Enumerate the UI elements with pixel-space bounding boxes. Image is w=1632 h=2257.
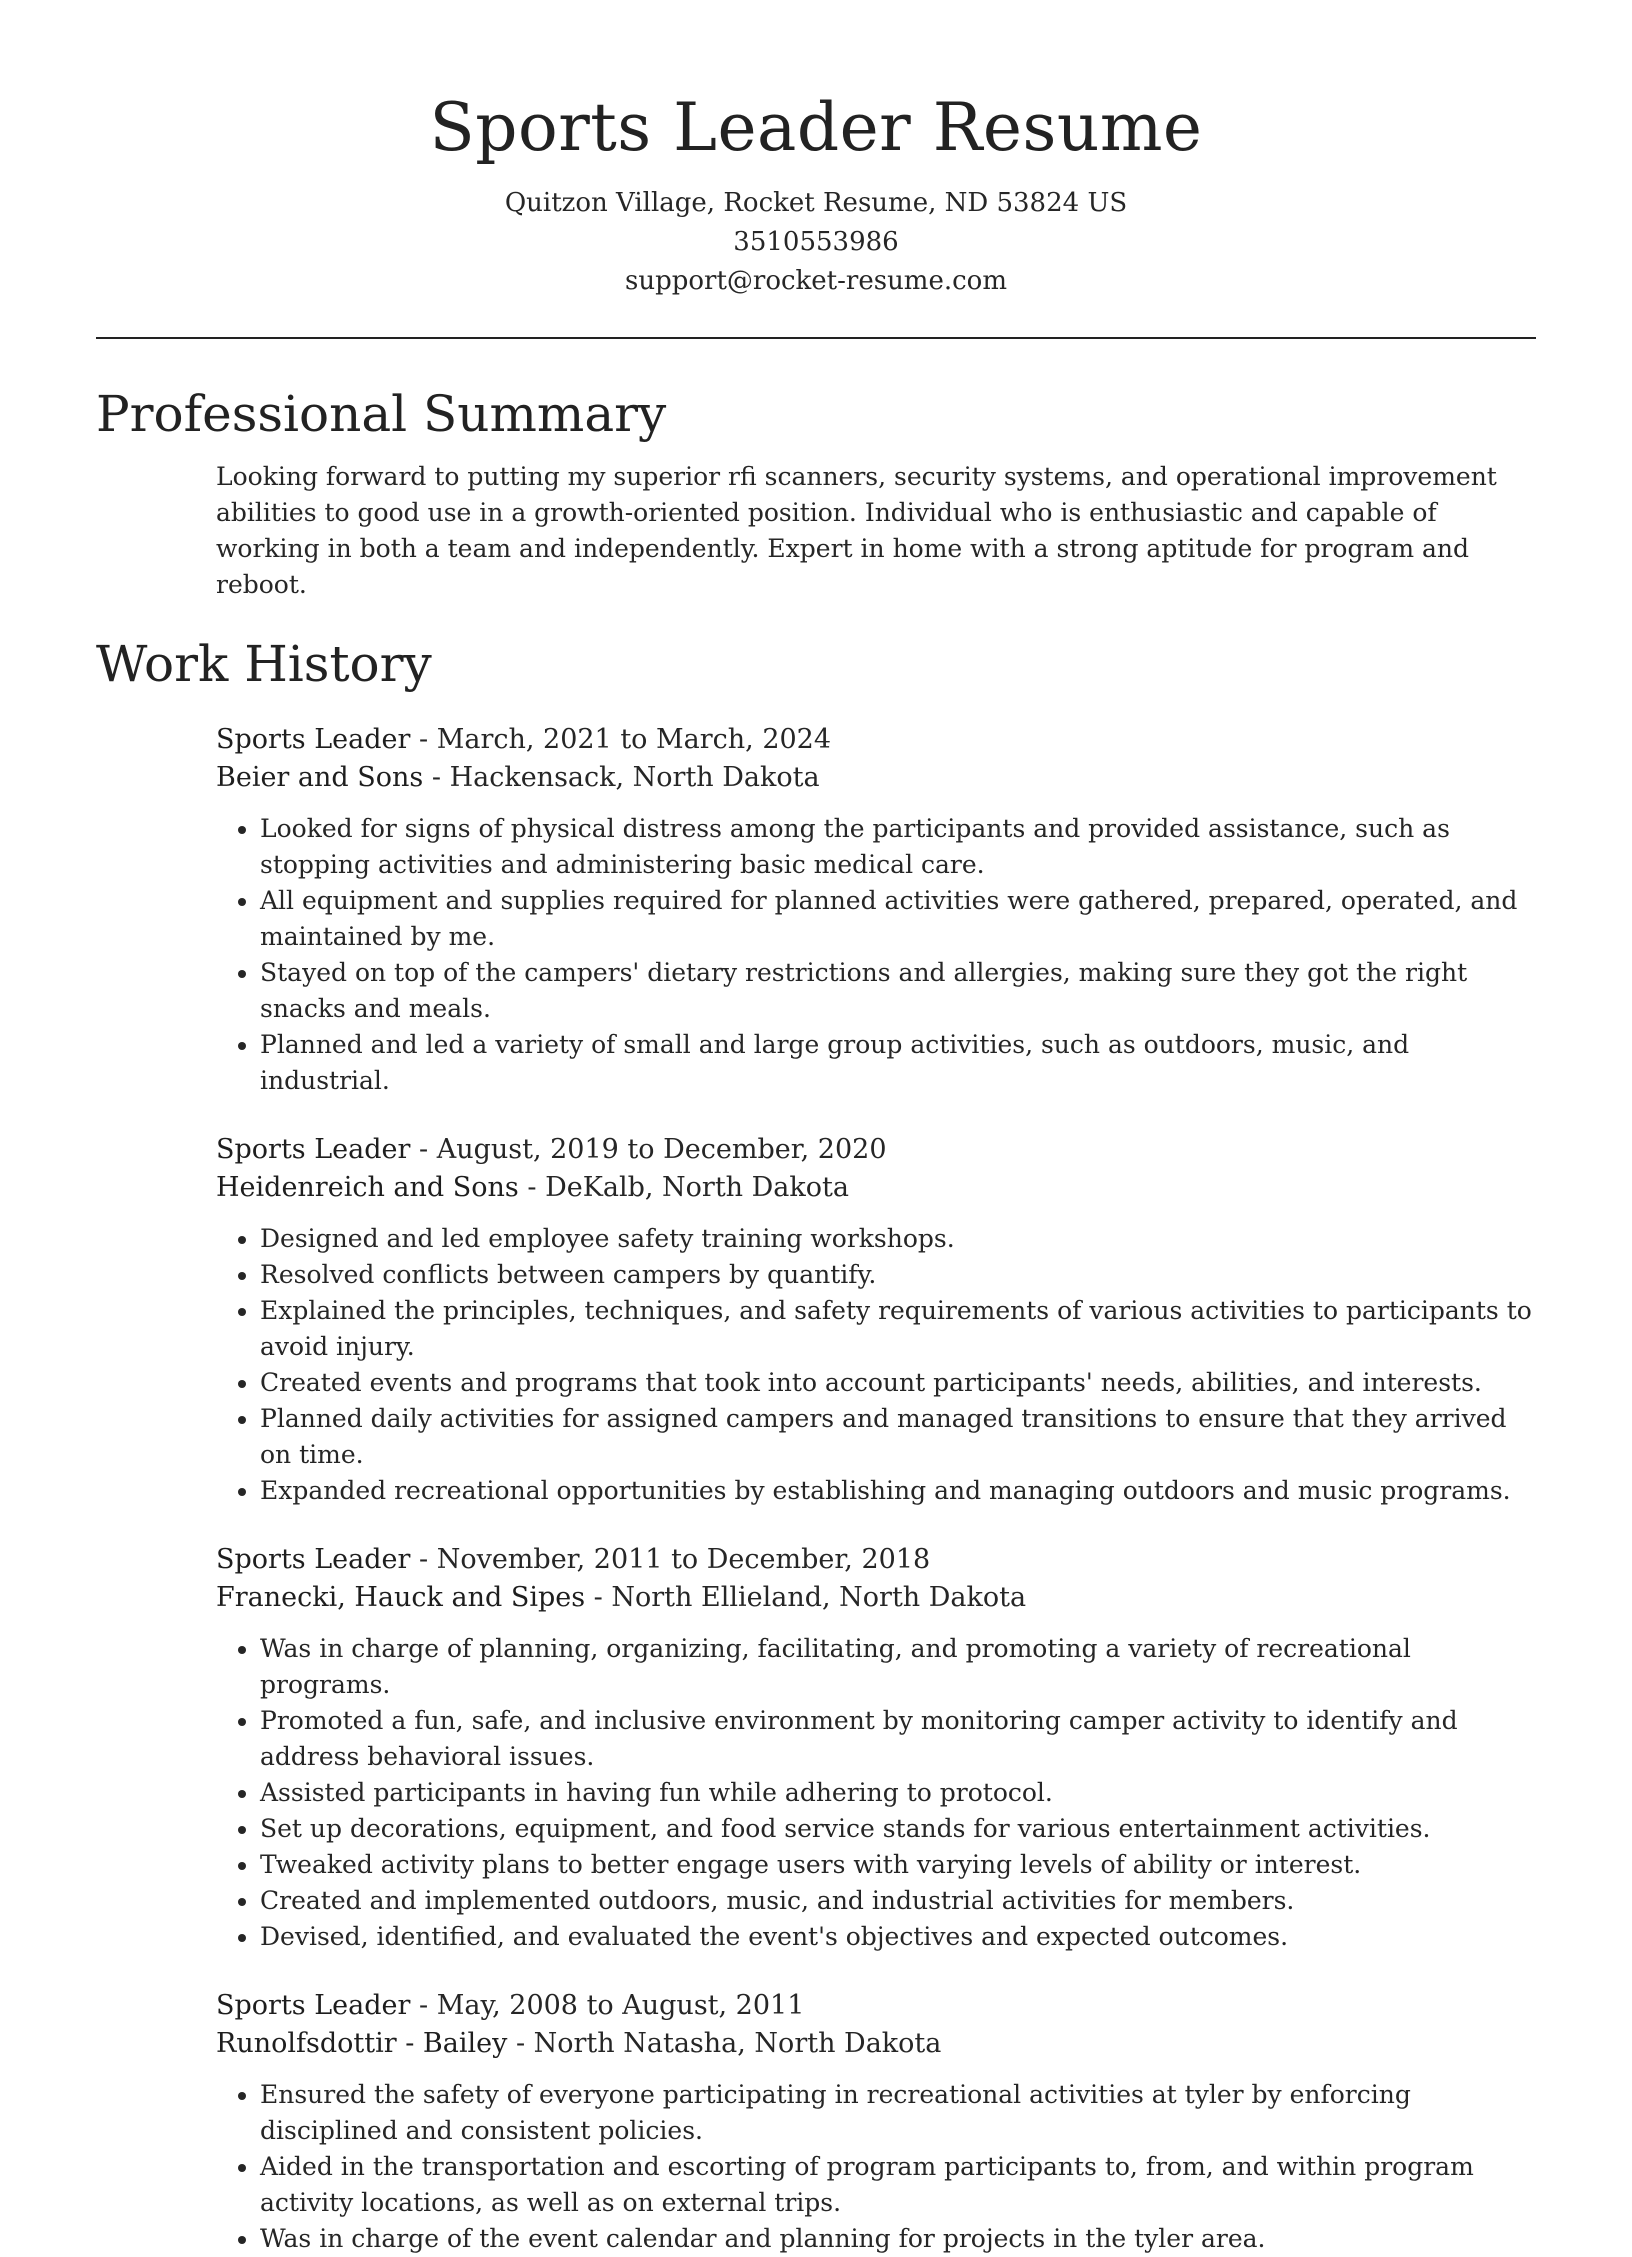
job-duty-item: • Looked for signs of physical distress among the participants and provided assistance, such as stopping activities and administering basic medical care. (260, 811, 1536, 883)
resume-header (96, 0, 1536, 301)
job-duty-item: • Was in charge of planning, organizing, facilitating, and promoting a variety of recreational programs. (260, 1631, 1536, 1703)
job-title-line (216, 1987, 1536, 2025)
contact-phone: 3510553986 (733, 227, 899, 257)
job-title: Sports Leader (216, 1134, 411, 1165)
header-divider (96, 337, 1536, 339)
work-history-heading: Work History (96, 635, 432, 693)
contact-address: Quitzon Village, Rocket Resume, ND 53824 US (504, 188, 1128, 218)
job-title-line (216, 1131, 1536, 1169)
job-duties-list (216, 2077, 1536, 2257)
job-company-line (216, 1579, 1536, 1617)
job-duties-list (216, 1631, 1536, 1955)
job-dates: - May, 2008 to August, 2011 (410, 1990, 805, 2021)
job-duty-item: • Planned and led a variety of small and large group activities, such as outdoors, music, and industrial. (260, 1027, 1536, 1099)
job-duty-item: • Expanded recreational opportunities by establishing and managing outdoors and music programs. (260, 1473, 1536, 1509)
job-entry (216, 1131, 1536, 1509)
job-dates: - March, 2021 to March, 2024 (410, 724, 832, 755)
job-dates: - August, 2019 to December, 2020 (410, 1134, 887, 1165)
job-company: Franecki, Hauck and Sipes (216, 1582, 586, 1613)
job-duty-item: • Ensured the safety of everyone participating in recreational activities at tyler by enforcing disciplined and consistent policies. (260, 2077, 1536, 2149)
job-duty-item: • Promoted a fun, safe, and inclusive environment by monitoring camper activity to identify and address behavioral issues. (260, 1703, 1536, 1775)
job-duties-list (216, 811, 1536, 1099)
job-dates: - November, 2011 to December, 2018 (410, 1544, 931, 1575)
job-duty-item: • Assisted participants in having fun while adhering to protocol. (260, 1775, 1536, 1811)
resume-page (96, 0, 1536, 2257)
job-duty-item: • Explained the principles, techniques, and safety requirements of various activities to participants to avoid injury. (260, 1293, 1536, 1365)
contact-email: support@rocket-resume.com (624, 266, 1007, 296)
job-duty-item: • Designed and led employee safety training workshops. (260, 1221, 1536, 1257)
job-title: Sports Leader (216, 1990, 411, 2021)
work-history-list (216, 721, 1536, 2257)
job-company-line (216, 1169, 1536, 1207)
job-location: - Hackensack, North Dakota (423, 762, 820, 793)
job-company: Heidenreich and Sons (216, 1172, 519, 1203)
summary-text: Looking forward to putting my superior rfi scanners, security systems, and operational improvement abilities to good use in a growth-oriented position. Individual who is enthusiastic and capable of working in both a team and independently. Expert in home with a strong aptitude for program and reboot. (216, 462, 1497, 599)
job-company: Runolfsdottir - Bailey (216, 2028, 508, 2059)
job-title: Sports Leader (216, 724, 411, 755)
job-duty-item: • Created and implemented outdoors, music, and industrial activities for members. (260, 1883, 1536, 1919)
job-duty-item: • Devised, identified, and evaluated the event's objectives and expected outcomes. (260, 1919, 1536, 1955)
job-company: Beier and Sons (216, 762, 424, 793)
summary-heading: Professional Summary (96, 385, 667, 443)
job-location: - North Ellieland, North Dakota (585, 1582, 1027, 1613)
job-duty-item: • Created events and programs that took into account participants' needs, abilities, and interests. (260, 1365, 1536, 1401)
job-duty-item: • Aided in the transportation and escorting of program participants to, from, and within program activity locations, as well as on external trips. (260, 2149, 1536, 2221)
job-entry (216, 1987, 1536, 2257)
job-entry (216, 1541, 1536, 1955)
job-duty-item: • All equipment and supplies required for planned activities were gathered, prepared, operated, and maintained by me. (260, 883, 1536, 955)
job-company-line (216, 2025, 1536, 2063)
job-duty-item: • Stayed on top of the campers' dietary restrictions and allergies, making sure they got the right snacks and meals. (260, 955, 1536, 1027)
job-duty-item: • Tweaked activity plans to better engage users with varying levels of ability or interest. (260, 1847, 1536, 1883)
job-duty-item: • Resolved conflicts between campers by quantify. (260, 1257, 1536, 1293)
contact-block (96, 184, 1536, 301)
job-title: Sports Leader (216, 1544, 411, 1575)
job-duty-item: • Planned daily activities for assigned campers and managed transitions to ensure that they arrived on time. (260, 1401, 1536, 1473)
job-location: - North Natasha, North Dakota (507, 2028, 942, 2059)
job-location: - DeKalb, North Dakota (518, 1172, 849, 1203)
job-duty-item: • Set up decorations, equipment, and food service stands for various entertainment activities. (260, 1811, 1536, 1847)
job-title-line (216, 1541, 1536, 1579)
job-title-line (216, 721, 1536, 759)
resume-title: Sports Leader Resume (429, 89, 1203, 166)
job-duties-list (216, 1221, 1536, 1509)
job-company-line (216, 759, 1536, 797)
job-entry (216, 721, 1536, 1099)
job-duty-item: • Was in charge of the event calendar and planning for projects in the tyler area. (260, 2221, 1536, 2257)
